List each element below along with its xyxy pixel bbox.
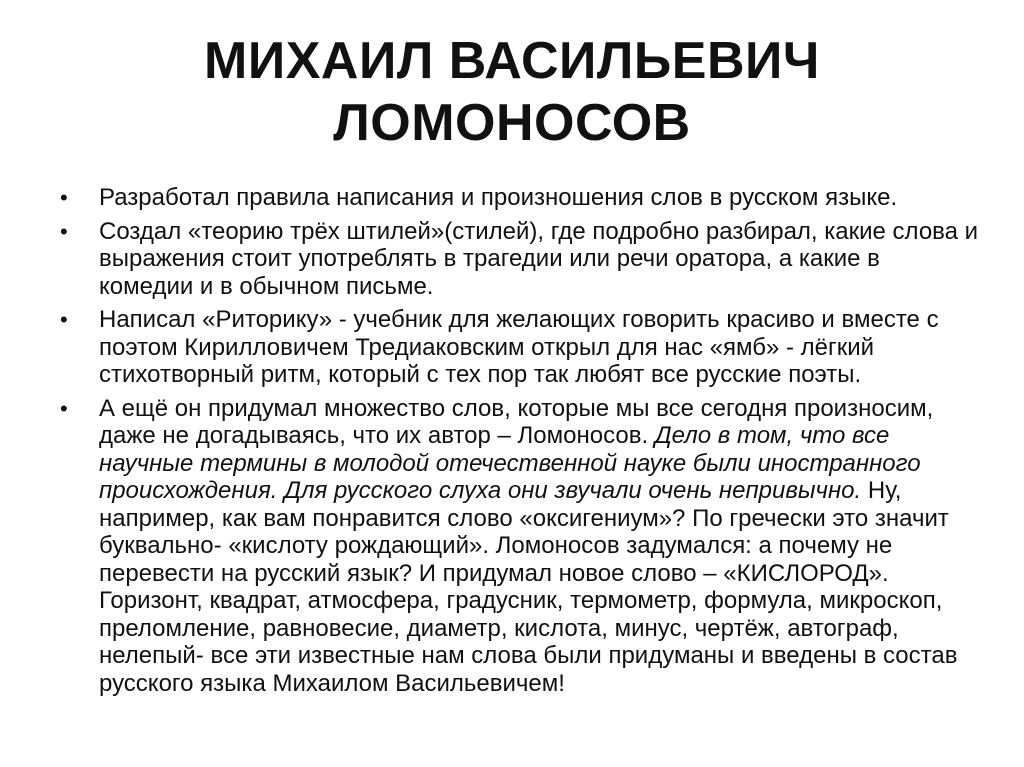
- title-line-1: МИХАИЛ ВАСИЛЬЕВИЧ: [204, 32, 820, 90]
- list-item: [60, 184, 980, 212]
- bullet-text-part-1: А ещё он придумал множество слов, которые мы все сегодня произносим, даже не догадываясь, что их автор – Ломоносов.: [99, 394, 934, 449]
- bullet-text: Разработал правила написания и произношения слов в русском языке.: [99, 184, 898, 211]
- page-title: [60, 30, 964, 154]
- bullet-text: Создал «теорию трёх штилей»(стилей), где подробно разбирал, какие слова и выражения стоит употреблять в трагедии или речи оратора, а какие в комедии и в обычном письме.: [99, 217, 979, 300]
- bullet-icon: •: [60, 395, 68, 421]
- bullet-text-italic: Дело в том, что все научные термины в молодой отечественной науке были иностранного происхождения. Для русского слуха они звучали очень непривычно.: [99, 422, 921, 504]
- bullet-icon: •: [60, 185, 68, 210]
- list-item: [60, 306, 980, 389]
- bullet-list: [60, 184, 980, 703]
- title-line-2: ЛОМОНОСОВ: [333, 94, 691, 152]
- list-item: [60, 395, 980, 698]
- bullet-icon: •: [60, 218, 68, 244]
- bullet-text-part-2: Ну, например, как вам понравится слово «оксигениум»? По гречески это значит буквально- «кислоту рождающий». Ломоносов задумался: а почему не перевести на русский язык? И придумал новое слово – «КИСЛОРОД». Горизонт, квадрат, атмосфера, градусник, термометр, формула, микроскоп, преломление, равновесие, диаметр, кислота, минус, чертёж, автограф, нелепый- все эти известные нам слова были придуманы и введены в состав русского языка Михаилом Васильевичем!: [99, 477, 958, 697]
- list-item: [60, 218, 980, 301]
- bullet-icon: •: [60, 307, 68, 332]
- bullet-text: Написал «Риторику» - учебник для желающих говорить красиво и вместе с поэтом Кирилловичем Тредиаковским открыл для нас «ямб» - лёгкий стихотворный ритм, который с тех пор так любят все русские поэты.: [99, 306, 939, 388]
